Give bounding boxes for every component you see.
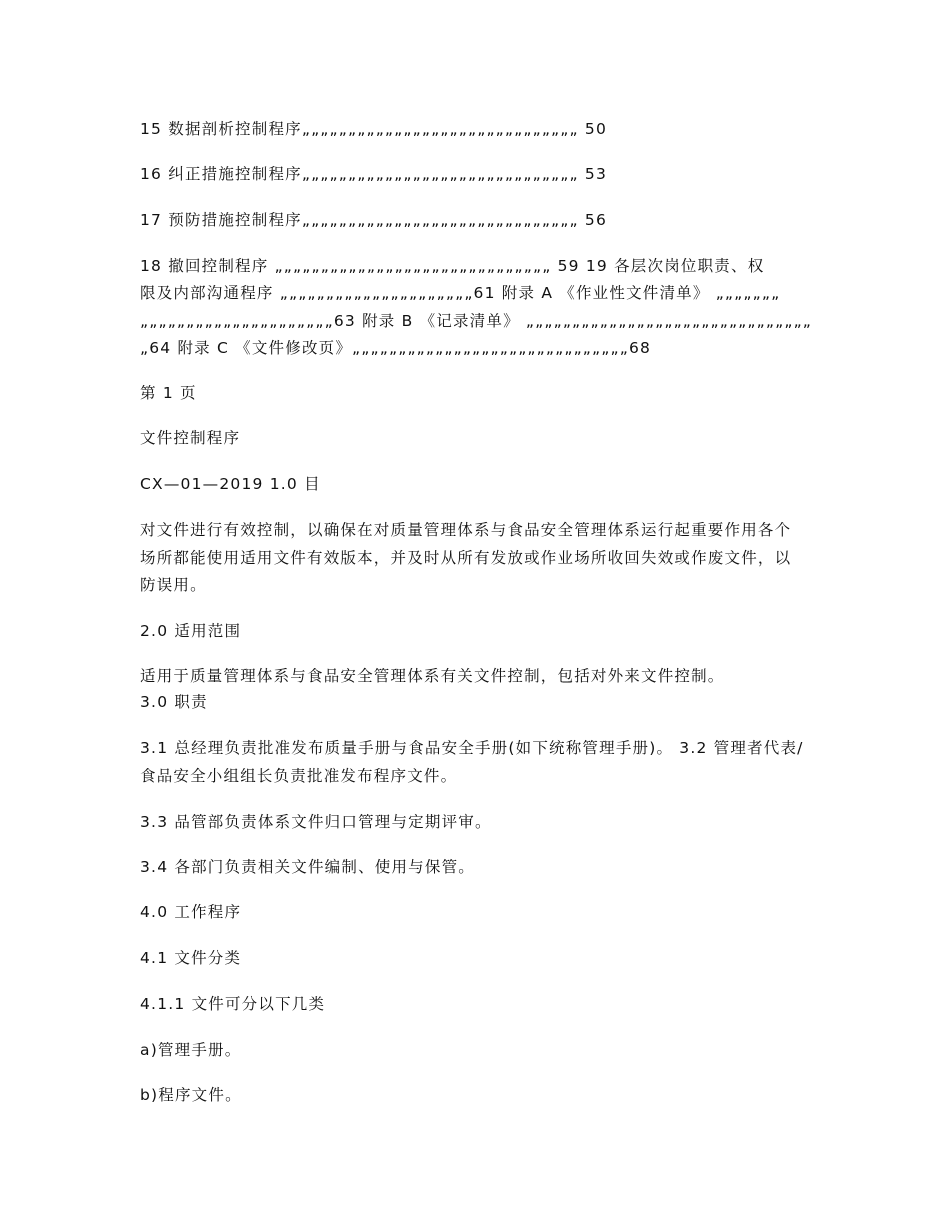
purpose-paragraph: 对文件进行有效控制，以确保在对质量管理体系与食品安全管理体系运行起重要作用各个场所都能使用适用文件有效版本，并及时从所有发放或作业场所收回失效或作废文件，以防误用。 xyxy=(140,521,792,594)
toc-merged-line: „„„„„„„„„„„„„„„„„„„„„63 附录 B 《记录清单》 „„„„„„„„„„„„„„„„„„„„„„„„„„„„„„„ xyxy=(140,312,813,330)
toc-merged-line: 18 撤回控制程序 „„„„„„„„„„„„„„„„„„„„„„„„„„„„„„ 59 19 各层次岗位职责、权 xyxy=(140,257,765,275)
toc-merged-line: „64 附录 C 《文件修改页》„„„„„„„„„„„„„„„„„„„„„„„„„„„„„„68 xyxy=(140,339,652,357)
scope-text: 适用于质量管理体系与食品安全管理体系有关文件控制，包括对外来文件控制。 xyxy=(140,667,725,685)
scope-heading: 2.0 适用范围 xyxy=(140,622,242,640)
doc-code: CX—01—2019 1.0 目 xyxy=(140,475,321,493)
list-item-b: b)程序文件。 xyxy=(140,1086,242,1104)
duty-3-4: 3.4 各部门负责相关文件编制、使用与保管。 xyxy=(140,858,475,876)
toc-merged-line: 限及内部沟通程序 „„„„„„„„„„„„„„„„„„„„„61 附录 A 《作业性文件清单》 „„„„„„„ xyxy=(140,284,781,302)
toc-item-16: 16 纠正措施控制程序„„„„„„„„„„„„„„„„„„„„„„„„„„„„„„ 53 xyxy=(140,165,608,183)
doc-title: 文件控制程序 xyxy=(140,429,241,447)
page-label: 第 1 页 xyxy=(140,384,197,402)
duties-heading: 3.0 职责 xyxy=(140,693,208,711)
procedure-heading: 4.0 工作程序 xyxy=(140,903,242,921)
section-4-1-1: 4.1.1 文件可分以下几类 xyxy=(140,995,326,1013)
duty-3-3: 3.3 品管部负责体系文件归口管理与定期评审。 xyxy=(140,813,492,831)
duty-3-1-paragraph: 3.1 总经理负责批准发布质量手册与食品安全手册(如下统称管理手册)。 3.2 管理者代表/食品安全小组组长负责批准发布程序文件。 xyxy=(140,739,804,785)
section-4-1: 4.1 文件分类 xyxy=(140,949,242,967)
toc-item-17: 17 预防措施控制程序„„„„„„„„„„„„„„„„„„„„„„„„„„„„„„ 56 xyxy=(140,211,608,229)
list-item-a: a)管理手册。 xyxy=(140,1041,242,1059)
toc-item-15: 15 数据剖析控制程序„„„„„„„„„„„„„„„„„„„„„„„„„„„„„„ 50 xyxy=(140,120,608,138)
